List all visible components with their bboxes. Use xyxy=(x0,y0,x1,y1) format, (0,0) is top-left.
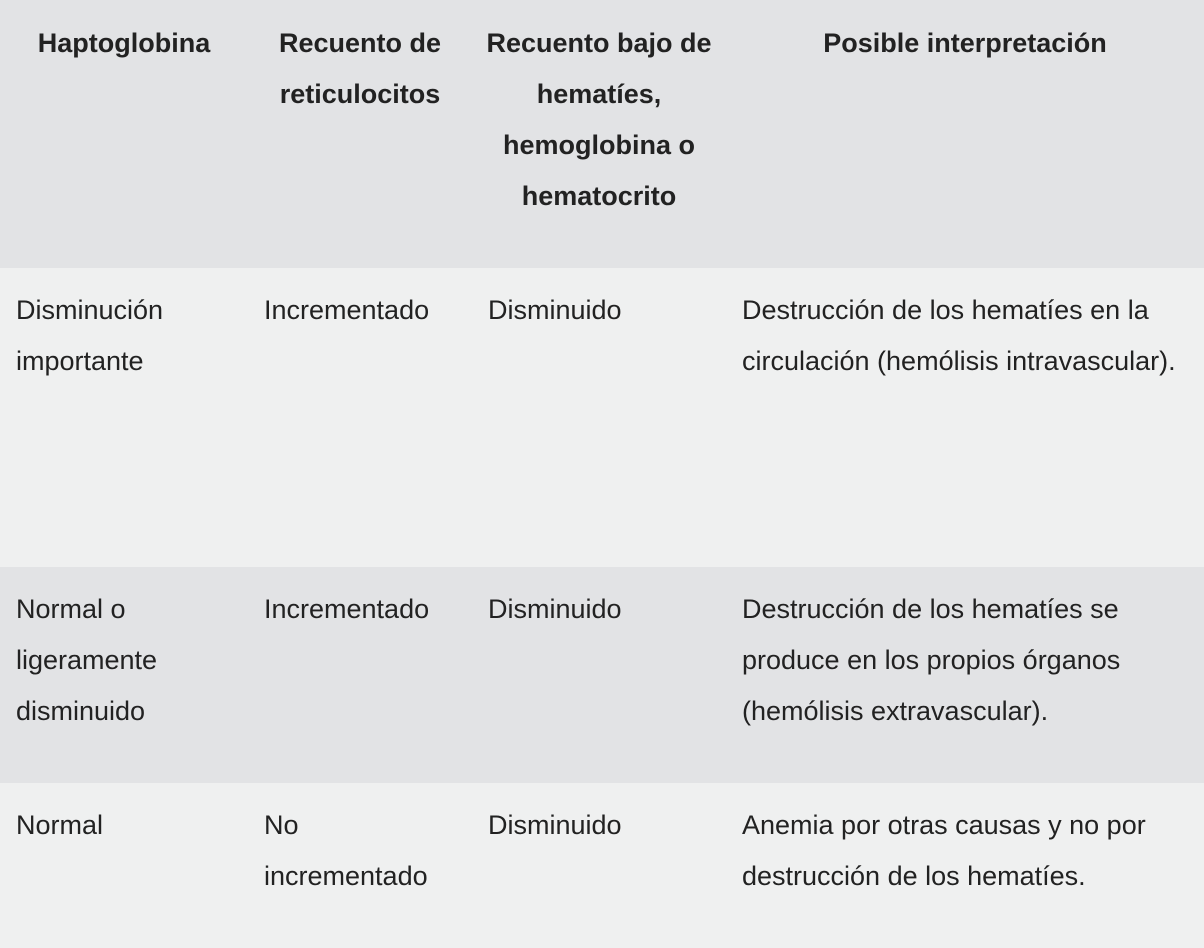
table-body xyxy=(0,268,1204,948)
table-row xyxy=(0,567,1204,783)
cell-haptoglobina: Normal o ligeramente disminuido xyxy=(16,594,158,726)
cell-reticulocitos: Incrementado xyxy=(264,594,430,624)
cell-reticulocitos: Incrementado xyxy=(264,295,430,325)
cell-hematies: Disminuido xyxy=(488,810,622,840)
header-haptoglobina: Haptoglobina xyxy=(37,28,211,58)
cell-haptoglobina: Normal xyxy=(16,810,104,840)
cell-interpretacion: Destrucción de los hematíes en la circulación (hemólisis intravascular). xyxy=(742,295,1176,376)
table-row xyxy=(0,783,1204,948)
table-header xyxy=(0,0,1204,268)
cell-hematies: Disminuido xyxy=(488,594,622,624)
header-recuento-bajo-hematies: Recuento bajo de hematíes, hemoglobina o hematocrito xyxy=(486,28,712,211)
cell-hematies: Disminuido xyxy=(488,295,622,325)
cell-interpretacion: Anemia por otras causas y no por destrucción de los hematíes. xyxy=(742,810,1146,891)
table-row xyxy=(0,268,1204,567)
cell-interpretacion: Destrucción de los hematíes se produce en los propios órganos (hemólisis extravascular). xyxy=(742,594,1121,726)
header-posible-interpretacion: Posible interpretación xyxy=(823,28,1107,58)
header-row xyxy=(0,0,1204,268)
cell-haptoglobina: Disminución importante xyxy=(16,295,164,376)
header-recuento-reticulocitos: Recuento de reticulocitos xyxy=(278,28,442,109)
cell-reticulocitos: No incrementado xyxy=(264,810,428,891)
